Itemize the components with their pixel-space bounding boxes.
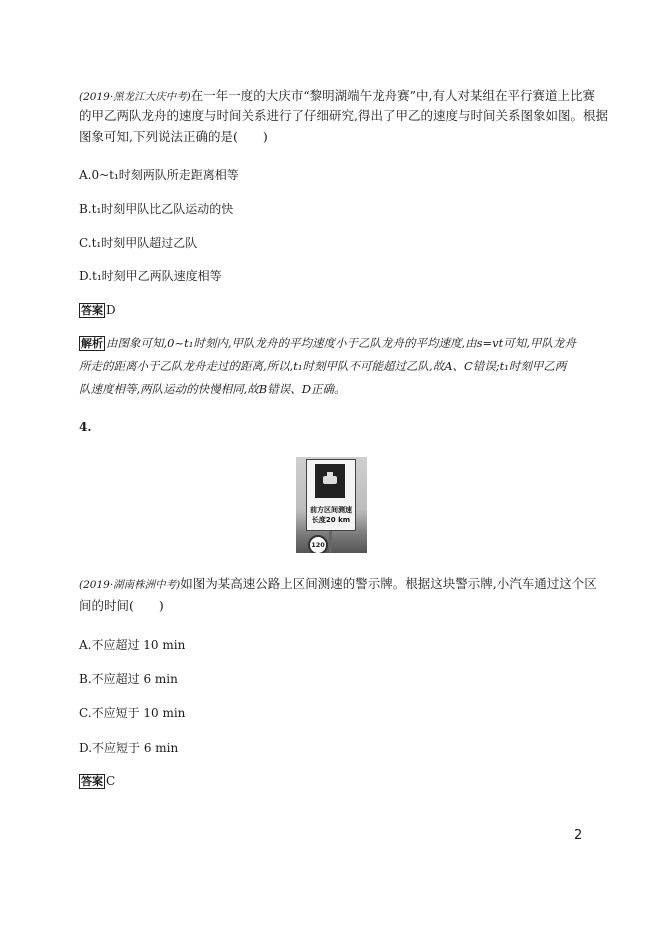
q3-analysis-line3: 队速度相等,两队运动的快慢相同,故B错误、D正确。: [79, 382, 346, 396]
speed-limit-sign: 120: [308, 535, 328, 553]
sign-line2: 长度20 km: [311, 516, 351, 524]
q4-option-c: C.不应短于 10 min: [79, 706, 186, 720]
q3-answer: [79, 302, 116, 318]
q3-option-c: C.t₁时刻甲队超过乙队: [79, 236, 198, 250]
q4-option-b: B.不应超过 6 min: [79, 672, 178, 686]
q4-stem-line1: (2019·湖南株洲中考)如图为某高速公路上区间测速的警示牌。根据这块警示牌,小汽车通过这个区: [79, 576, 597, 591]
q4-answer: [79, 773, 115, 789]
speed-sign-photo: [296, 457, 367, 553]
q4-source: (2019·湖南株洲中考): [79, 579, 181, 591]
q3-option-a: A.0~t₁时刻两队所走距离相等: [79, 168, 239, 182]
q3-option-d: D.t₁时刻甲乙两队速度相等: [79, 269, 222, 283]
answer-value: D: [106, 303, 116, 317]
answer-tag: 答案: [81, 304, 103, 317]
sign-line1: 前方区间测速: [310, 506, 352, 514]
analysis-tag: 解析: [81, 337, 103, 350]
q3-stem-line1: (2019·黑龙江大庆中考)在一年一度的大庆市“黎明湖端午龙舟赛”中,有人对某组在平行赛道上比赛: [79, 88, 596, 103]
q3-stem-line2: 的甲乙两队龙舟的速度与时间关系进行了仔细研究,得出了甲乙的速度与时间关系图象如图。根据: [79, 108, 608, 123]
q3-analysis-line2: 所走的距离小于乙队龙舟走过的距离,所以,t₁时刻甲队不可能超过乙队,故A、C错误;t₁时刻甲乙两: [79, 359, 567, 373]
answer-value: C: [106, 774, 116, 788]
page-number: 2: [574, 828, 583, 843]
q4-option-d: D.不应短于 6 min: [79, 741, 179, 755]
q3-source: (2019·黑龙江大庆中考): [79, 91, 191, 103]
answer-tag: 答案: [81, 775, 103, 788]
sign-pole: [329, 531, 332, 553]
q3-analysis-line1: 解析 由图象可知,0~t₁时刻内,甲队龙舟的平均速度小于乙队龙舟的平均速度,由s=vt可知,甲队龙舟: [81, 336, 576, 350]
camera-icon: [315, 464, 345, 498]
q4-number: 4.: [79, 420, 92, 434]
q4-option-a: A.不应超过 10 min: [79, 638, 186, 652]
interval-speed-sign: [306, 459, 356, 531]
q3-option-b: B.t₁时刻甲队比乙队运动的快: [79, 202, 234, 216]
q4-stem-line2: 间的时间( ): [79, 598, 164, 613]
q3-stem-line3: 图象可知,下列说法正确的是( ): [79, 129, 268, 144]
